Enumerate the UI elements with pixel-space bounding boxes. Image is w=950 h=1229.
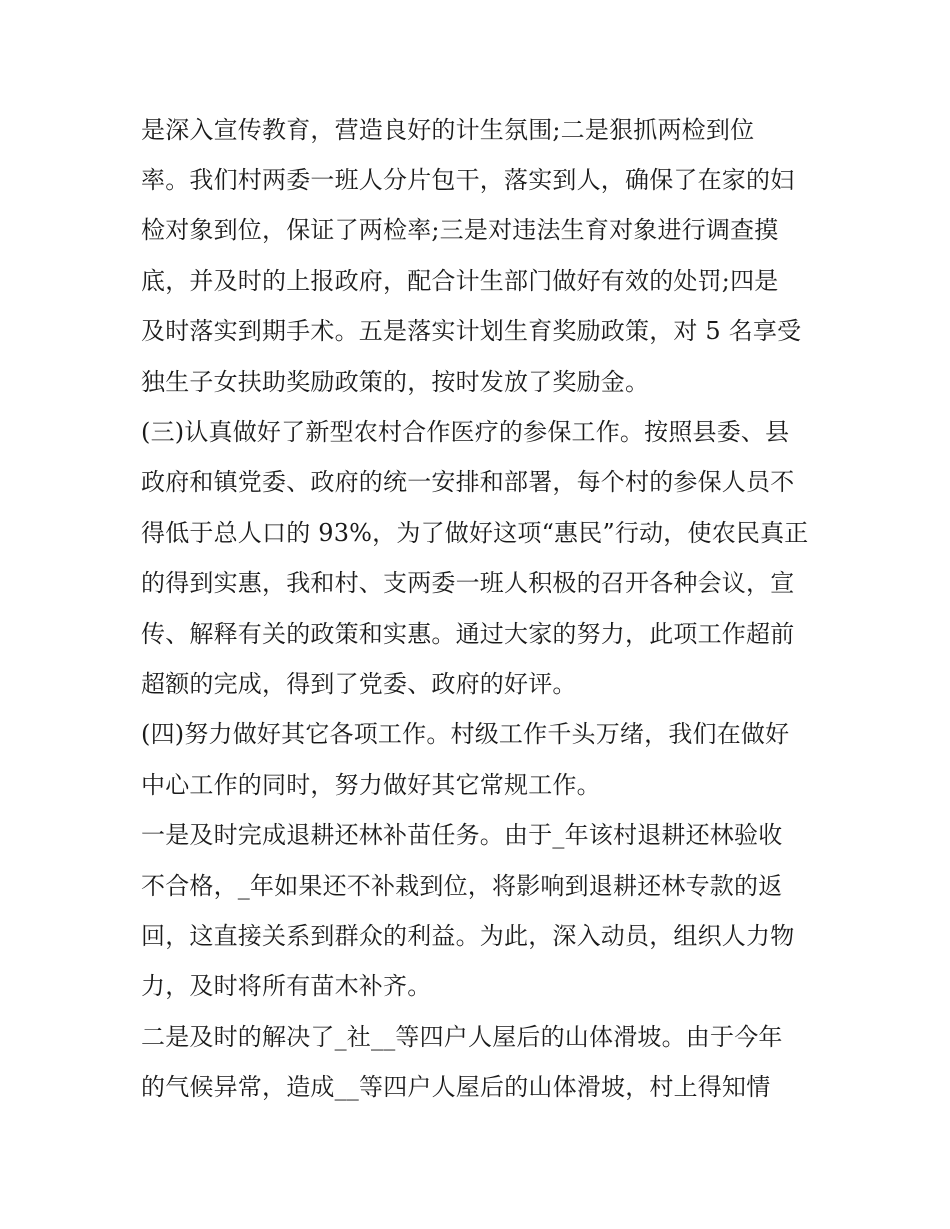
text-line: 的气候异常，造成__等四户人屋后的山体滑坡，村上得知情 bbox=[141, 1073, 771, 1101]
text-line: 二是及时的解决了_社__等四户人屋后的山体滑坡。由于今年 bbox=[141, 1023, 783, 1051]
text-line: 超额的完成，得到了党委、政府的好评。 bbox=[141, 670, 577, 698]
text-line: 是深入宣传教育，营造良好的计生氛围;二是狠抓两检到位 bbox=[141, 116, 755, 144]
text-line: 得低于总人口的 93%，为了做好这项“惠民”行动，使农民真正 bbox=[141, 519, 809, 547]
text-line: (四)努力做好其它各项工作。村级工作千头万绪，我们在做好 bbox=[141, 720, 790, 748]
text-line: 政府和镇党委、政府的统一安排和部署，每个村的参保人员不 bbox=[141, 468, 795, 496]
text-line: 不合格，_年如果还不补栽到位，将影响到退耕还林专款的返 bbox=[141, 872, 783, 900]
text-line: 力，及时将所有苗木补齐。 bbox=[141, 972, 432, 1000]
text-line: 检对象到位，保证了两检率;三是对违法生育对象进行调查摸 bbox=[141, 216, 779, 244]
text-line: 回，这直接关系到群众的利益。为此，深入动员，组织人力物 bbox=[141, 922, 795, 950]
text-line: (三)认真做好了新型农村合作医疗的参保工作。按照县委、县 bbox=[141, 418, 790, 446]
text-line: 的得到实惠，我和村、支两委一班人积极的召开各种会议，宣 bbox=[141, 569, 795, 597]
text-line: 底，并及时的上报政府，配合计生部门做好有效的处罚;四是 bbox=[141, 267, 779, 295]
text-line: 及时落实到期手术。五是落实计划生育奖励政策，对 5 名享受 bbox=[141, 317, 802, 345]
text-line: 中心工作的同时，努力做好其它常规工作。 bbox=[141, 771, 601, 799]
text-line: 独生子女扶助奖励政策的，按时发放了奖励金。 bbox=[141, 368, 650, 396]
text-line: 传、解释有关的政策和实惠。通过大家的努力，此项工作超前 bbox=[141, 620, 795, 648]
text-line: 率。我们村两委一班人分片包干，落实到人，确保了在家的妇 bbox=[141, 166, 795, 194]
text-line: 一是及时完成退耕还林补苗任务。由于_年该村退耕还林验收 bbox=[141, 821, 783, 849]
